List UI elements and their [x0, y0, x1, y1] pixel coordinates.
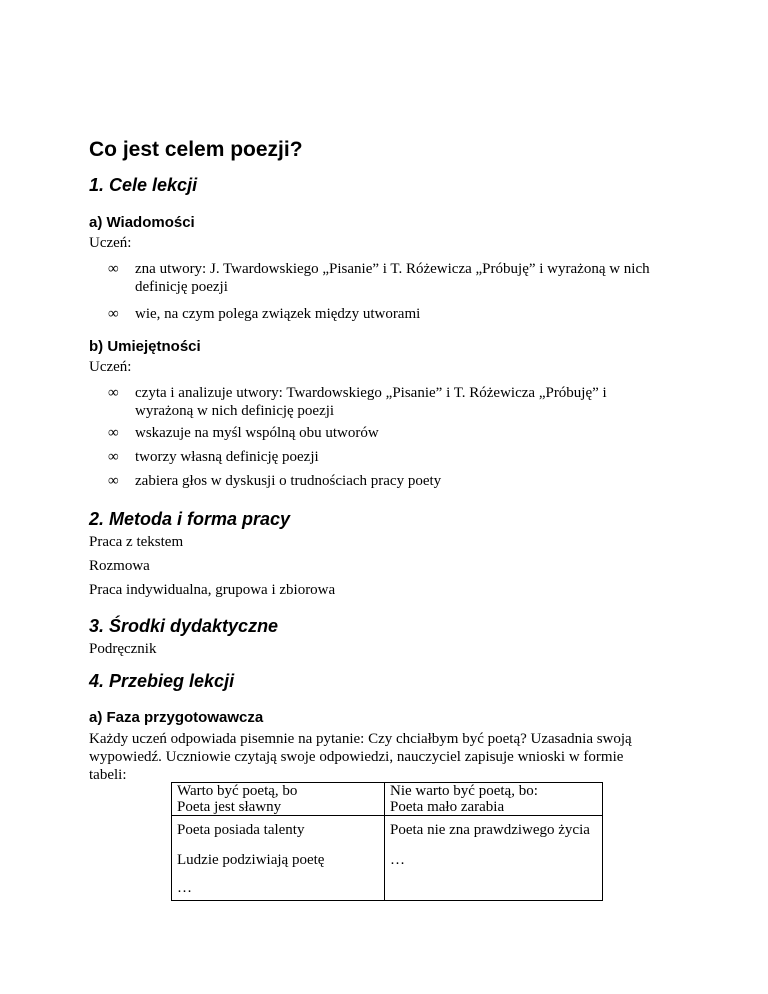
text-line: Praca z tekstem: [89, 534, 184, 550]
comparison-table: [171, 782, 603, 901]
list-item-text: czyta i analizuje utwory: Twardowskiego „Pisanie” i T. Różewicza „Próbuję” i: [135, 385, 607, 401]
table-cell-text: Poeta mało zarabia: [390, 799, 505, 815]
paragraph-line: Każdy uczeń odpowiada pisemnie na pytanie: Czy chciałbym być poetą? Uzasadnia swoją: [89, 731, 632, 747]
section-1b-intro: Uczeń:: [89, 359, 132, 375]
section-1-heading: 1. Cele lekcji: [89, 175, 198, 195]
table-cell: [385, 783, 603, 816]
section-4-heading: 4. Przebieg lekcji: [89, 671, 235, 691]
table-row: [172, 816, 603, 847]
table-cell: …: [385, 846, 603, 876]
section-3-heading: 3. Środki dydaktyczne: [89, 616, 279, 636]
infinity-bullet-icon: ∞: [108, 306, 119, 322]
list-item-text: tworzy własną definicję poezji: [135, 449, 319, 465]
infinity-bullet-icon: ∞: [108, 473, 119, 489]
table-cell: [172, 783, 385, 816]
table-cell: [385, 876, 603, 901]
paragraph-line: wypowiedź. Uczniowie czytają swoje odpowiedzi, nauczyciel zapisuje wnioski w formie: [89, 749, 624, 765]
section-1b-heading: b) Umiejętności: [89, 338, 201, 355]
text-line: Rozmowa: [89, 558, 150, 574]
table-cell: Ludzie podziwiają poetę: [172, 846, 385, 876]
section-1a-intro: Uczeń:: [89, 235, 132, 251]
table-header-text: Warto być poetą, bo: [177, 783, 298, 799]
section-1a-heading: a) Wiadomości: [89, 214, 195, 231]
table-row: [172, 846, 603, 876]
list-item-text: wie, na czym polega związek między utworami: [135, 306, 421, 322]
table-cell: Poeta nie zna prawdziwego życia: [385, 816, 603, 847]
text-line: Praca indywidualna, grupowa i zbiorowa: [89, 582, 336, 598]
page-title: Co jest celem poezji?: [89, 138, 303, 161]
infinity-bullet-icon: ∞: [108, 385, 119, 401]
list-item-text: zna utwory: J. Twardowskiego „Pisanie” i T. Różewicza „Próbuję” i wyrażoną w nich: [135, 261, 650, 277]
table-cell: Poeta posiada talenty: [172, 816, 385, 847]
list-item-text: definicję poezji: [135, 279, 228, 295]
table-row: [172, 876, 603, 901]
section-2-heading: 2. Metoda i forma pracy: [89, 509, 291, 529]
table-header-text: Nie warto być poetą, bo:: [390, 783, 538, 799]
table-row: [172, 783, 603, 816]
table-cell: …: [172, 876, 385, 901]
infinity-bullet-icon: ∞: [108, 425, 119, 441]
list-item-text: zabiera głos w dyskusji o trudnościach pracy poety: [135, 473, 442, 489]
paragraph: [89, 730, 689, 784]
section-4a-heading: a) Faza przygotowawcza: [89, 709, 264, 726]
paragraph-line: tabeli:: [89, 767, 127, 783]
table-cell-text: Poeta jest sławny: [177, 799, 282, 815]
list-item-text: wskazuje na myśl wspólną obu utworów: [135, 425, 379, 441]
list-item-text: wyrażoną w nich definicję poezji: [135, 403, 335, 419]
infinity-bullet-icon: ∞: [108, 261, 119, 277]
infinity-bullet-icon: ∞: [108, 449, 119, 465]
text-line: Podręcznik: [89, 641, 157, 657]
